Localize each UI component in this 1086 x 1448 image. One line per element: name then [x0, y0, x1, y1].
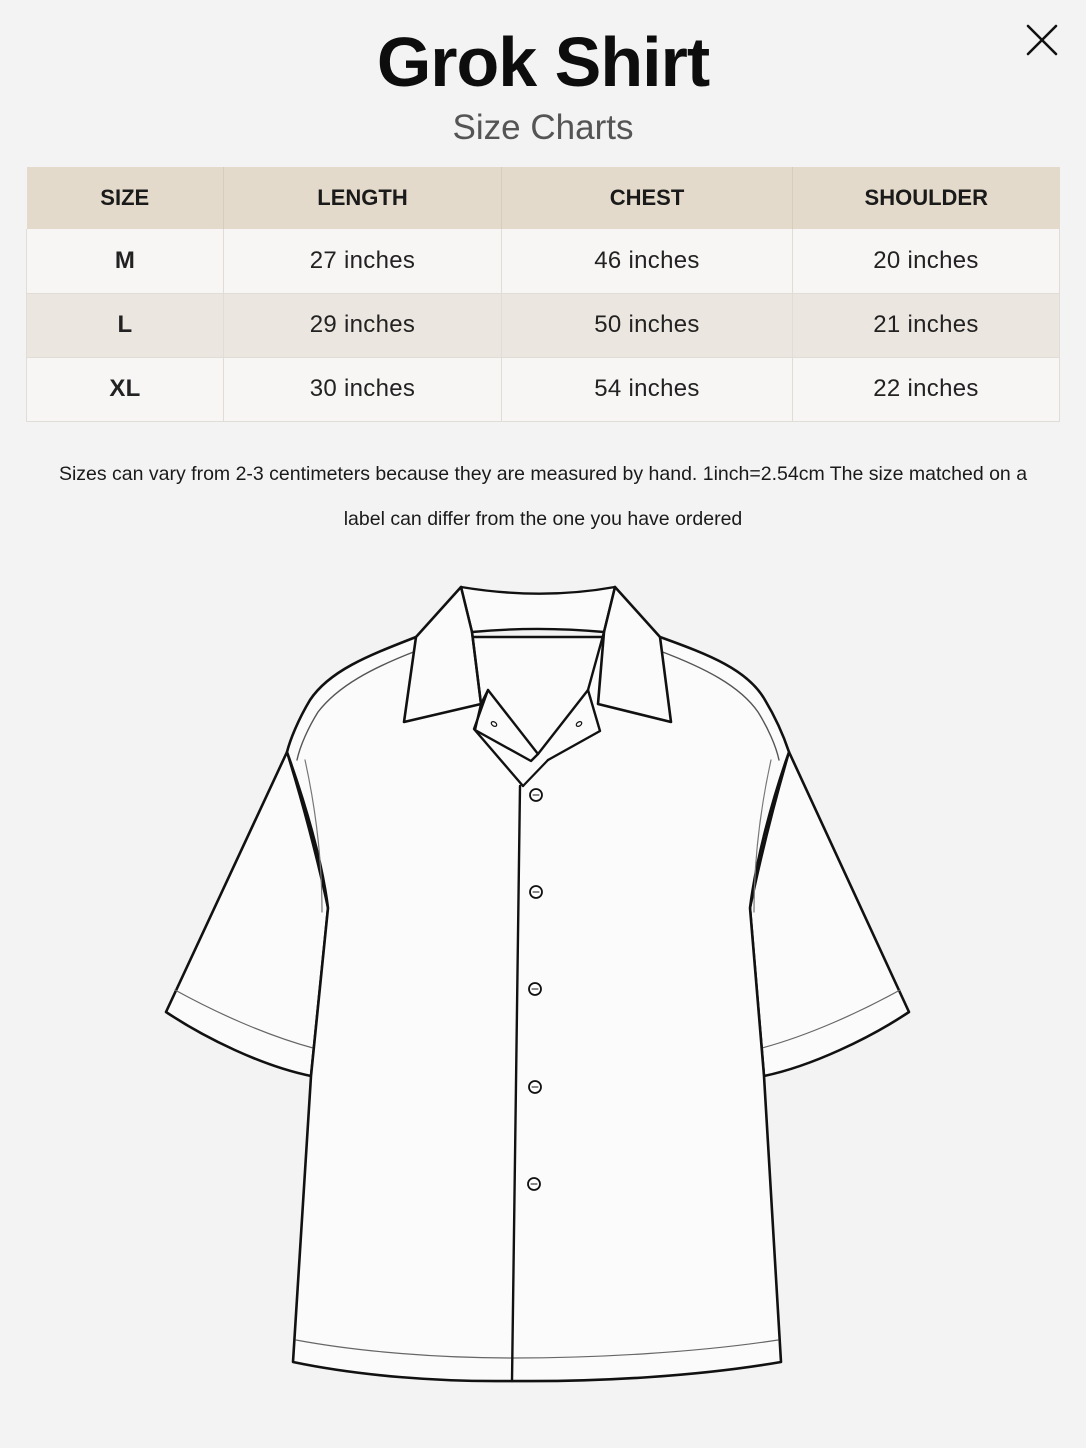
neck-band — [461, 587, 615, 632]
shirt-body — [287, 637, 789, 1381]
size-cell: L — [27, 293, 224, 357]
length-cell: 27 inches — [224, 229, 502, 293]
size-cell: XL — [27, 357, 224, 421]
column-header-chest: CHEST — [502, 167, 793, 229]
table-row — [27, 357, 1060, 421]
shoulder-cell: 21 inches — [793, 293, 1060, 357]
table-row — [27, 229, 1060, 293]
length-cell: 30 inches — [224, 357, 502, 421]
shirt-illustration — [160, 580, 920, 1390]
chest-cell: 46 inches — [502, 229, 793, 293]
length-cell: 29 inches — [224, 293, 502, 357]
chest-cell: 54 inches — [502, 357, 793, 421]
table-header-row — [27, 167, 1060, 229]
table-row — [27, 293, 1060, 357]
size-table — [26, 167, 1060, 422]
shoulder-cell: 20 inches — [793, 229, 1060, 293]
note-line-1: Sizes can vary from 2-3 centimeters because they are measured by hand. 1inch=2.54cm The size matched on a — [58, 463, 1028, 485]
chest-cell: 50 inches — [502, 293, 793, 357]
measurement-note — [30, 452, 1056, 542]
page-title: Grok Shirt — [376, 23, 710, 101]
page-subtitle: Size Charts — [452, 108, 634, 147]
column-header-shoulder: SHOULDER — [793, 167, 1060, 229]
size-cell: M — [27, 229, 224, 293]
right-collar — [598, 587, 671, 722]
note-line-2: label can differ from the one you have ordered — [343, 508, 743, 530]
column-header-size: SIZE — [27, 167, 224, 229]
column-header-length: LENGTH — [224, 167, 502, 229]
shoulder-cell: 22 inches — [793, 357, 1060, 421]
